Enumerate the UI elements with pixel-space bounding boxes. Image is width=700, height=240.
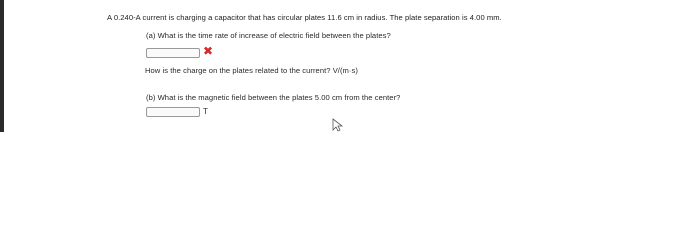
incorrect-x-icon: ✖ bbox=[203, 44, 214, 58]
part-b-unit-label: T bbox=[203, 107, 208, 116]
window-left-edge bbox=[0, 0, 4, 132]
mouse-pointer-icon bbox=[331, 118, 345, 132]
part-b-question: (b) What is the magnetic field between the plates 5.00 cm from the center? bbox=[146, 93, 401, 102]
hint-text: How is the charge on the plates related to the current? V/(m·s) bbox=[145, 66, 358, 75]
part-a-answer-input[interactable] bbox=[146, 48, 200, 58]
part-a-question: (a) What is the time rate of increase of electric field between the plates? bbox=[146, 31, 391, 40]
part-b-answer-input[interactable] bbox=[146, 107, 200, 117]
problem-statement: A 0.240-A current is charging a capacitor that has circular plates 11.6 cm in radius. The plate separation is 4.00 mm. bbox=[107, 13, 502, 22]
